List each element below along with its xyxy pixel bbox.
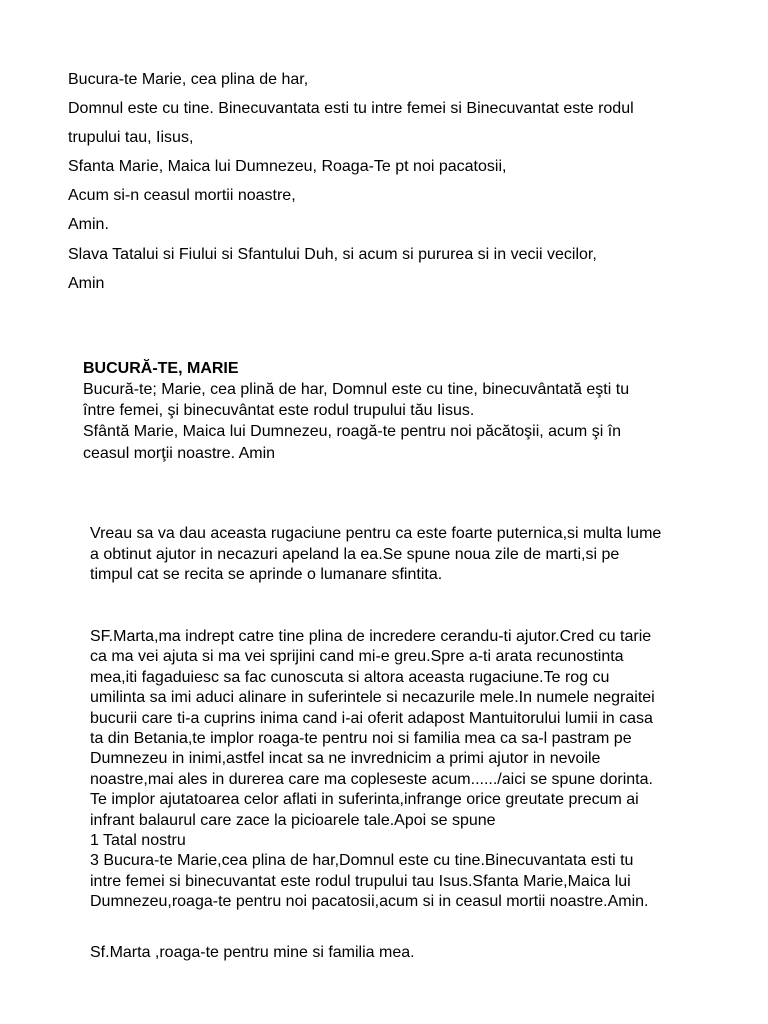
text-line: Amin bbox=[68, 274, 105, 292]
text-line: Sf.Marta ,roaga-te pentru mine si familia mea. bbox=[90, 944, 415, 961]
text-line: Sfanta Marie, Maica lui Dumnezeu, Roaga-Te pt noi pacatosii, bbox=[68, 158, 507, 176]
text-line: SF.Marta,ma indrept catre tine plina de incredere cerandu-ti ajutor.Cred cu tarie bbox=[90, 628, 652, 645]
text-line: ca ma vei ajuta si ma vei sprijini cand mi-e greu.Spre a-ti arata recunostinta bbox=[90, 648, 624, 666]
closing-line bbox=[90, 943, 740, 963]
text-line: intre femei si binecuvantat este rodul trupului tau Isus.Sfanta Marie,Maica lui bbox=[90, 872, 631, 890]
text-line: a obtinut ajutor in necazuri apeland la ea.Se spune noua zile de marti,si pe bbox=[90, 545, 620, 563]
prayer-section-plain bbox=[68, 65, 738, 298]
text-line: Domnul este cu tine. Binecuvantata esti tu intre femei si Binecuvantat este rodul bbox=[68, 100, 634, 118]
text-line: Dumnezeu in inimi,astfel incat sa ne invrednicim a primi ajutor in nevoile bbox=[90, 750, 601, 768]
text-line: noastre,mai ales in durerea care ma copleseste acum....../aici se spune dorinta. bbox=[90, 770, 653, 788]
prayer-section-diacritics bbox=[83, 359, 723, 464]
text-line: Amin. bbox=[68, 216, 109, 234]
text-line: mea,iti fagaduiesc sa fac cunoscuta si altora aceasta rugaciune.Te rog cu bbox=[90, 668, 610, 686]
text-line: bucurii care ti-a cuprins inima cand i-ai oferit adapost Mantuitorului lumii in casa bbox=[90, 709, 653, 727]
text-line: 1 Tatal nostru bbox=[90, 832, 186, 850]
text-line: trupului tau, Iisus, bbox=[68, 129, 194, 147]
text-line: 3 Bucura-te Marie,cea plina de har,Domnul este cu tine.Binecuvantata esti tu bbox=[90, 852, 634, 870]
text-line: Slava Tatalui si Fiului si Sfantului Duh, si acum si pururea si in vecii vecilor, bbox=[68, 245, 597, 263]
text-line: Te implor ajutatoarea celor aflati in suferinta,infrange orice greutate precum ai bbox=[90, 791, 639, 809]
text-line: Dumnezeu,roaga-te pentru noi pacatosii,acum si in ceasul mortii noastre.Amin. bbox=[90, 893, 649, 911]
text-line: infrant balaurul care zace la picioarele tale.Apoi se spune bbox=[90, 811, 496, 829]
text-line: Bucură-te; Marie, cea plină de har, Domnul este cu tine, binecuvântată eşti tu bbox=[83, 381, 630, 398]
text-line: Vreau sa va dau aceasta rugaciune pentru ca este foarte puternica,si multa lume bbox=[90, 525, 662, 542]
section-heading: BUCURĂ-TE, MARIE bbox=[83, 360, 239, 377]
text-line: Sfântă Marie, Maica lui Dumnezeu, roagă-te pentru noi păcătoşii, acum şi în bbox=[83, 423, 622, 441]
text-line: Acum si-n ceasul mortii noastre, bbox=[68, 187, 296, 205]
intro-paragraph bbox=[90, 524, 740, 586]
text-line: ta din Betania,te implor roaga-te pentru noi si familia mea ca sa-l pastram pe bbox=[90, 730, 632, 748]
text-line: umilinta sa imi aduci alinare in suferintele si necazurile mele.In numele negraitei bbox=[90, 689, 655, 707]
text-line: ceasul morţii noastre. Amin bbox=[83, 444, 276, 462]
text-line: între femei, şi binecuvântat este rodul trupului tău Iisus. bbox=[83, 402, 475, 420]
text-line: Bucura-te Marie, cea plina de har, bbox=[68, 71, 309, 88]
text-line: timpul cat se recita se aprinde o lumanare sfintita. bbox=[90, 566, 443, 584]
st-martha-prayer bbox=[90, 627, 740, 913]
